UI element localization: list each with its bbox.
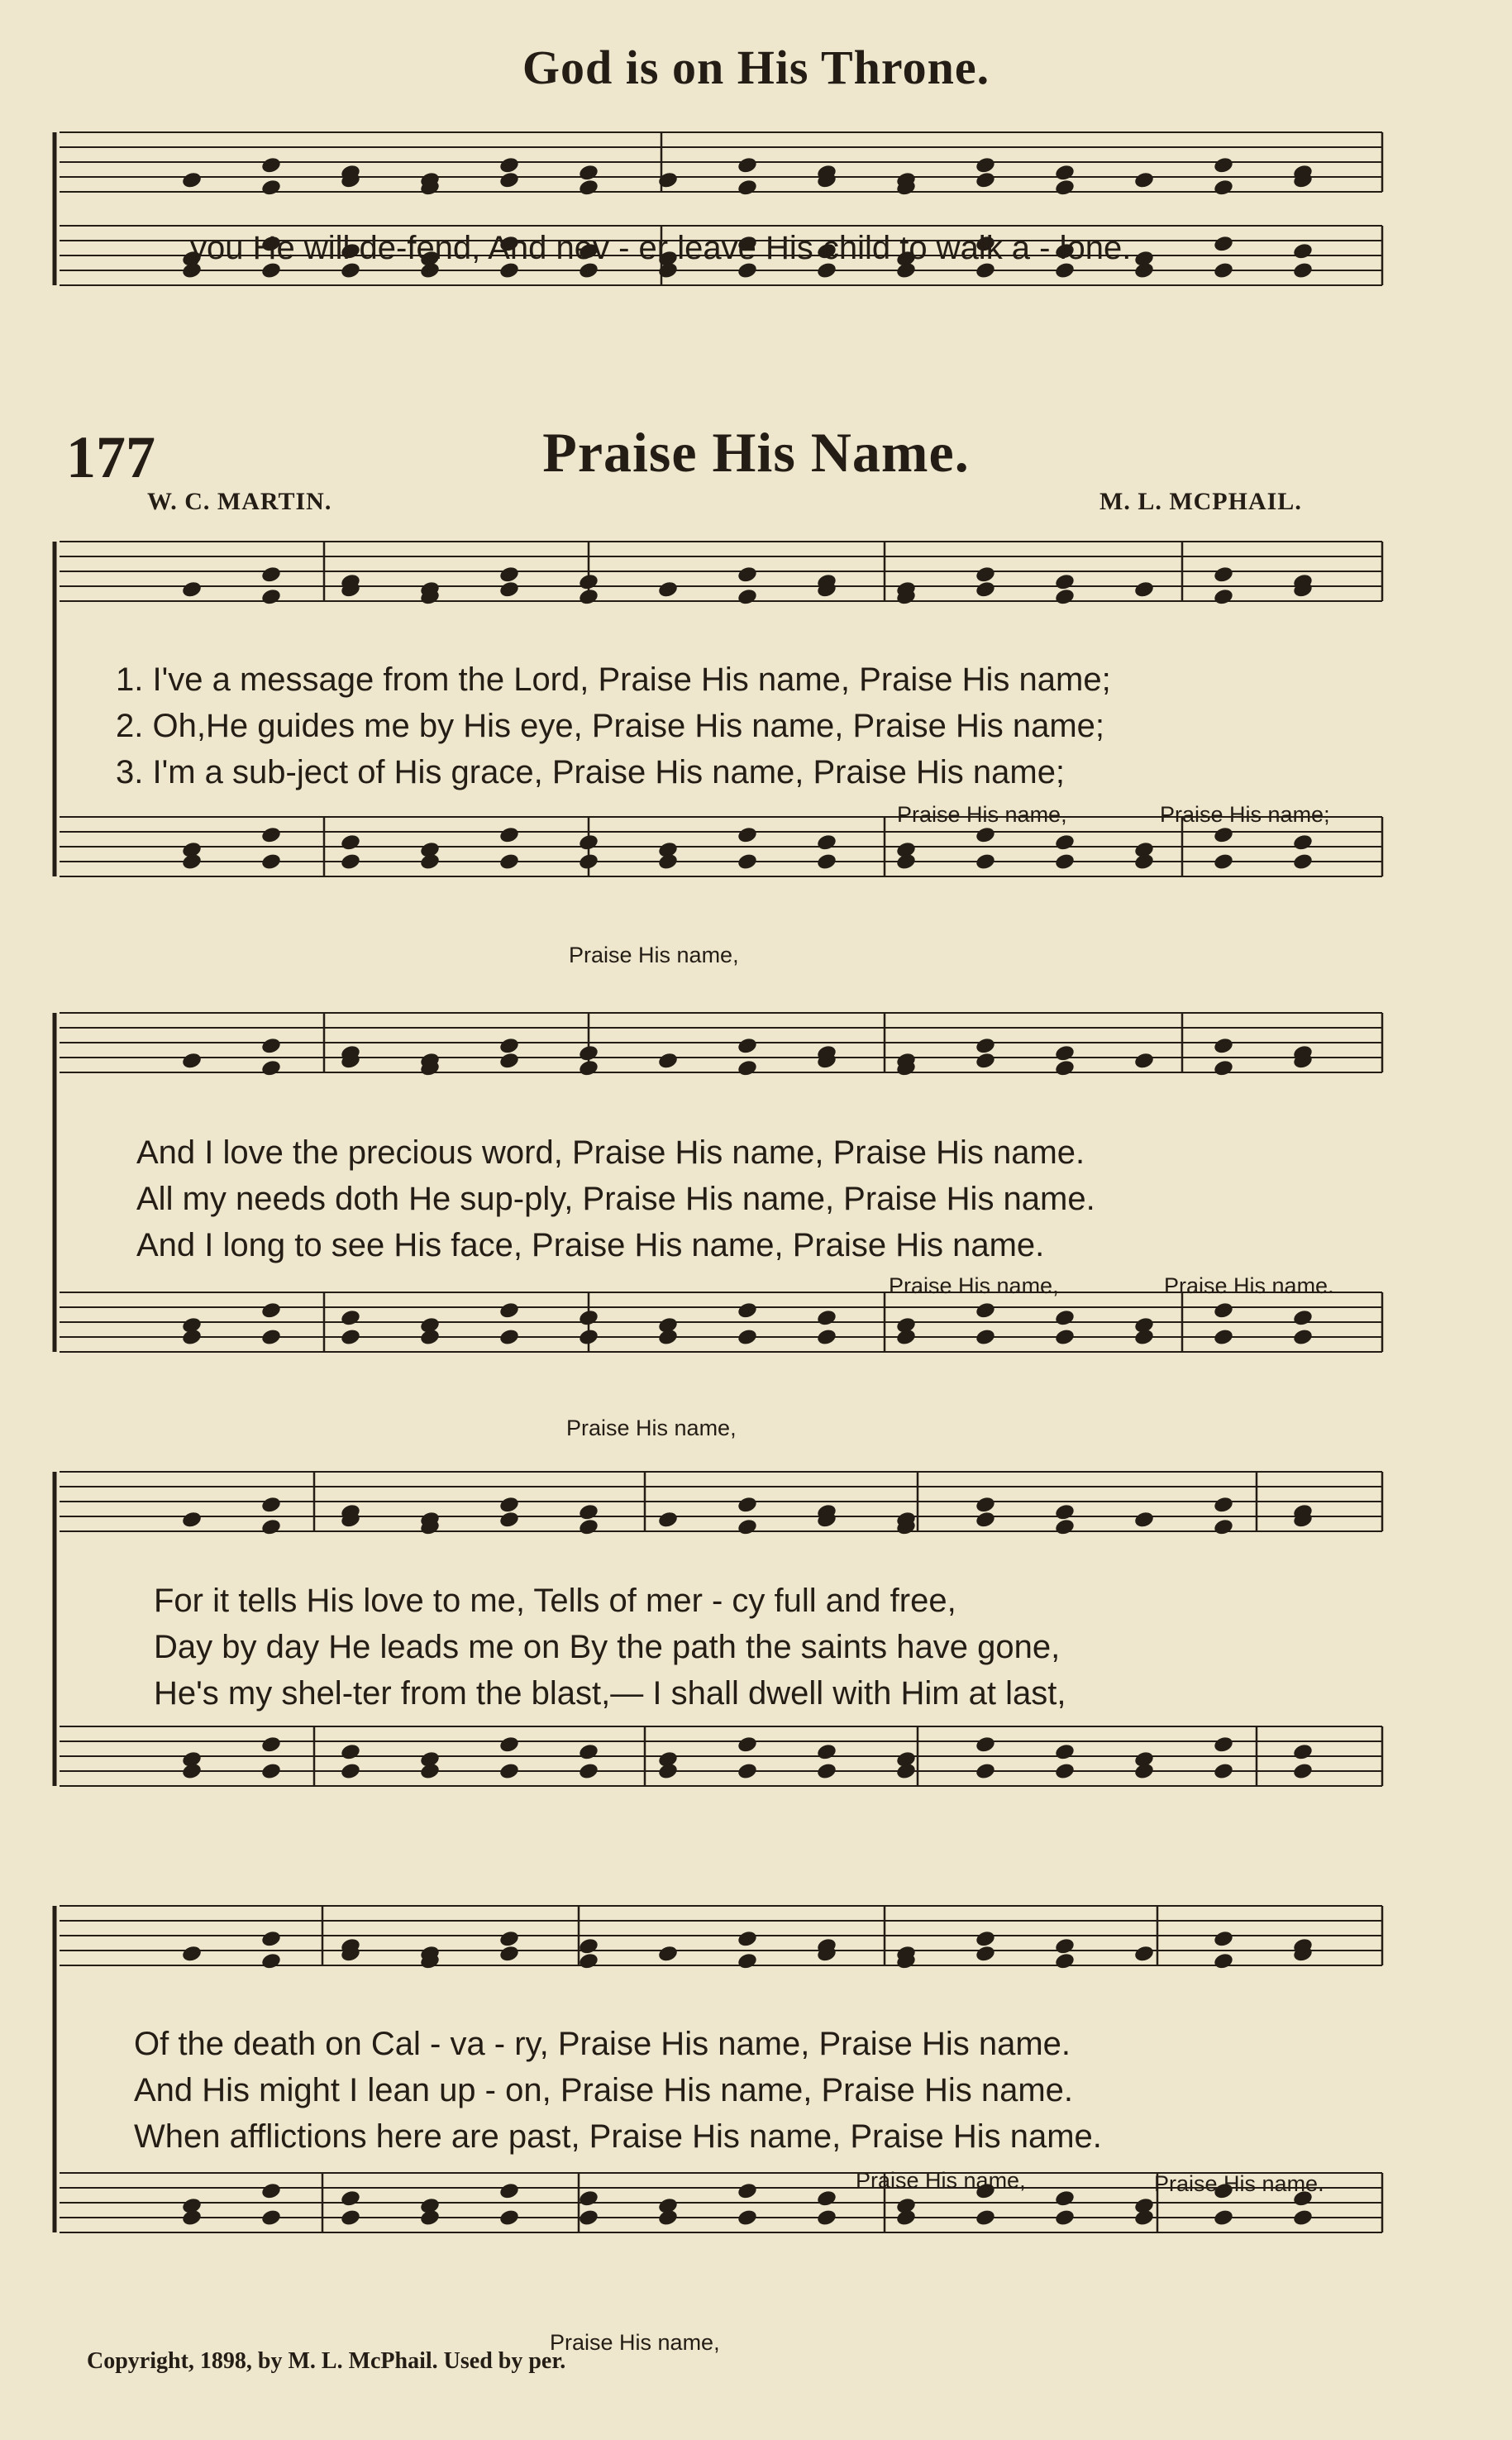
note-head xyxy=(737,1762,758,1781)
note-head xyxy=(1213,2208,1234,2228)
note-head xyxy=(1054,1043,1076,1062)
note-head xyxy=(816,2208,837,2228)
note-head xyxy=(1054,163,1076,182)
note-head xyxy=(975,1762,996,1781)
note-head xyxy=(340,2208,361,2228)
note-head xyxy=(1133,261,1155,280)
author-credit: W. C. MARTIN. xyxy=(147,488,332,515)
note-head xyxy=(975,170,996,189)
note-head xyxy=(578,572,599,591)
note-head xyxy=(895,1762,917,1781)
note-head xyxy=(975,852,996,871)
note-head xyxy=(340,852,361,871)
note-head xyxy=(816,852,837,871)
note-head xyxy=(1133,580,1155,599)
note-head xyxy=(181,1944,203,1963)
note-head xyxy=(1213,1328,1234,1347)
note-head xyxy=(1213,1517,1234,1536)
note-head xyxy=(498,580,520,599)
note-head xyxy=(181,852,203,871)
verse-line: 2. Oh,He guides me by His eye, Praise His name, Praise His name; xyxy=(116,708,1105,744)
note-head xyxy=(1292,1328,1314,1347)
note-head xyxy=(260,587,282,606)
note-head xyxy=(657,852,679,871)
note-head xyxy=(498,1929,520,1948)
note-head xyxy=(1292,1742,1314,1761)
note-head xyxy=(498,170,520,189)
note-head xyxy=(181,1328,203,1347)
note-head xyxy=(975,2208,996,2228)
verse-line: 3. I'm a sub-ject of His grace, Praise His name, Praise His name; xyxy=(116,754,1066,790)
note-head xyxy=(498,1495,520,1514)
note-head xyxy=(1133,1051,1155,1070)
note-head xyxy=(657,580,679,599)
verse-line: For it tells His love to me, Tells of mer - cy full and free, xyxy=(154,1583,956,1619)
note-head xyxy=(816,1762,837,1781)
note-head xyxy=(1054,2208,1076,2228)
note-head xyxy=(1213,825,1234,844)
note-head xyxy=(260,1929,282,1948)
note-head xyxy=(1292,833,1314,852)
note-head xyxy=(657,1762,679,1781)
note-head xyxy=(895,1328,917,1347)
note-head xyxy=(1133,852,1155,871)
note-head xyxy=(1054,852,1076,871)
note-head xyxy=(419,1328,441,1347)
note-head xyxy=(578,833,599,852)
note-head xyxy=(578,1043,599,1062)
note-head xyxy=(737,1517,758,1536)
note-head xyxy=(737,852,758,871)
note-head xyxy=(260,1517,282,1536)
note-head xyxy=(657,1944,679,1963)
verse-line: Of the death on Cal - va - ry, Praise His name, Praise His name. xyxy=(134,2026,1071,2062)
note-head xyxy=(260,1328,282,1347)
note-head xyxy=(1133,1510,1155,1529)
note-head xyxy=(578,2208,599,2228)
note-head xyxy=(737,1735,758,1754)
note-head xyxy=(737,1951,758,1970)
composer-credit: M. L. MCPHAIL. xyxy=(1099,488,1302,515)
note-head xyxy=(1213,1301,1234,1320)
note-head xyxy=(181,170,203,189)
note-head xyxy=(737,565,758,584)
note-head xyxy=(1292,2208,1314,2228)
note-head xyxy=(578,587,599,606)
note-head xyxy=(498,2208,520,2228)
note-head xyxy=(498,1328,520,1347)
note-head xyxy=(181,580,203,599)
note-head xyxy=(340,1742,361,1761)
note-head xyxy=(578,1058,599,1077)
note-head xyxy=(1213,565,1234,584)
note-head xyxy=(1133,2208,1155,2228)
note-head xyxy=(419,852,441,871)
note-head xyxy=(578,2189,599,2208)
note-head xyxy=(340,1308,361,1327)
note-head xyxy=(498,565,520,584)
note-head xyxy=(737,1058,758,1077)
note-head xyxy=(657,1051,679,1070)
note-head xyxy=(578,1517,599,1536)
note-head xyxy=(1292,852,1314,871)
note-head xyxy=(498,1735,520,1754)
bass-echo-label: Praise His name, xyxy=(856,2168,1026,2193)
note-head xyxy=(1054,1328,1076,1347)
bass-echo-label: Praise His name; xyxy=(1160,802,1330,827)
note-head xyxy=(975,155,996,174)
note-head xyxy=(1054,2189,1076,2208)
note-head xyxy=(975,1510,996,1529)
note-head xyxy=(260,2181,282,2200)
note-head xyxy=(260,1036,282,1055)
note-head xyxy=(498,1944,520,1963)
note-head xyxy=(498,1762,520,1781)
note-head xyxy=(1054,1308,1076,1327)
bass-echo-label: Praise His name, xyxy=(569,943,739,967)
note-head xyxy=(578,1308,599,1327)
note-head xyxy=(737,2208,758,2228)
note-head xyxy=(340,1328,361,1347)
note-head xyxy=(498,825,520,844)
note-head xyxy=(737,825,758,844)
verse-line: And I long to see His face, Praise His name, Praise His name. xyxy=(136,1227,1045,1263)
note-head xyxy=(340,1762,361,1781)
note-head xyxy=(419,2208,441,2228)
note-head xyxy=(578,1951,599,1970)
note-head xyxy=(737,1301,758,1320)
note-head xyxy=(260,1762,282,1781)
note-head xyxy=(1213,1058,1234,1077)
note-head xyxy=(1054,833,1076,852)
note-head xyxy=(498,852,520,871)
verse-line: And His might I lean up - on, Praise His name, Praise His name. xyxy=(134,2072,1074,2108)
bass-echo-label: Praise His name, xyxy=(897,802,1067,827)
bass-echo-label: Praise His name, xyxy=(889,1273,1059,1298)
previous-hymn-lyric: you He will de-fend, And nev - er leave His child to walk a - lone. xyxy=(190,230,1132,266)
note-head xyxy=(657,2208,679,2228)
note-head xyxy=(1213,1762,1234,1781)
note-head xyxy=(1133,170,1155,189)
note-head xyxy=(260,1951,282,1970)
bass-echo-label: Praise His name. xyxy=(1154,2171,1324,2196)
note-head xyxy=(657,1510,679,1529)
note-head xyxy=(181,1051,203,1070)
note-head xyxy=(895,2208,917,2228)
note-head xyxy=(498,1051,520,1070)
note-head xyxy=(737,1036,758,1055)
verse-line: When afflictions here are past, Praise His name, Praise His name. xyxy=(134,2118,1102,2155)
note-head xyxy=(1213,1951,1234,1970)
note-head xyxy=(260,1735,282,1754)
note-head xyxy=(181,1762,203,1781)
note-head xyxy=(737,1495,758,1514)
note-head xyxy=(419,1762,441,1781)
note-head xyxy=(1054,1951,1076,1970)
note-head xyxy=(816,1328,837,1347)
note-head xyxy=(1054,1936,1076,1955)
note-head xyxy=(1213,155,1234,174)
note-head xyxy=(737,2181,758,2200)
note-head xyxy=(578,178,599,197)
note-head xyxy=(1213,234,1234,253)
note-head xyxy=(498,155,520,174)
verse-line: All my needs doth He sup-ply, Praise His name, Praise His name. xyxy=(136,1181,1095,1217)
note-head xyxy=(260,852,282,871)
note-head xyxy=(816,2189,837,2208)
note-head xyxy=(975,1036,996,1055)
note-head xyxy=(578,163,599,182)
note-head xyxy=(975,1929,996,1948)
note-head xyxy=(181,1510,203,1529)
note-head xyxy=(1054,178,1076,197)
note-head xyxy=(260,155,282,174)
note-head xyxy=(975,565,996,584)
note-head xyxy=(260,565,282,584)
bass-echo-label: Praise His name, xyxy=(550,2330,720,2355)
note-head xyxy=(1054,1502,1076,1521)
verse-line: He's my shel-ter from the blast,— I shall dwell with Him at last, xyxy=(154,1675,1066,1712)
note-head xyxy=(975,1051,996,1070)
note-head xyxy=(657,1328,679,1347)
note-head xyxy=(578,1502,599,1521)
note-head xyxy=(260,825,282,844)
note-head xyxy=(578,852,599,871)
bass-echo-label: Praise His name. xyxy=(1164,1273,1334,1298)
note-head xyxy=(1213,852,1234,871)
note-head xyxy=(737,178,758,197)
note-head xyxy=(975,1328,996,1347)
note-head xyxy=(260,178,282,197)
note-head xyxy=(1213,1929,1234,1948)
hymn-number: 177 xyxy=(66,424,155,490)
verse-line: And I love the precious word, Praise His name, Praise His name. xyxy=(136,1134,1085,1171)
note-head xyxy=(498,1036,520,1055)
note-head xyxy=(1054,1742,1076,1761)
note-head xyxy=(1292,1308,1314,1327)
note-head xyxy=(895,852,917,871)
note-head xyxy=(1213,178,1234,197)
note-head xyxy=(340,2189,361,2208)
note-head xyxy=(1054,1517,1076,1536)
note-head xyxy=(181,2208,203,2228)
note-head xyxy=(578,1742,599,1761)
note-head xyxy=(260,2208,282,2228)
note-head xyxy=(1054,1058,1076,1077)
note-head xyxy=(1054,572,1076,591)
verse-line: Day by day He leads me on By the path the saints have gone, xyxy=(154,1629,1061,1665)
note-head xyxy=(975,580,996,599)
previous-hymn-title: God is on His Throne. xyxy=(522,41,990,94)
note-head xyxy=(498,1510,520,1529)
verse-line: 1. I've a message from the Lord, Praise His name, Praise His name; xyxy=(116,661,1111,698)
note-head xyxy=(975,825,996,844)
note-head xyxy=(1213,1735,1234,1754)
copyright-notice: Copyright, 1898, by M. L. McPhail. Used by per. xyxy=(87,2348,566,2374)
note-head xyxy=(737,587,758,606)
note-head xyxy=(1292,1762,1314,1781)
note-head xyxy=(1213,587,1234,606)
note-head xyxy=(1213,1036,1234,1055)
note-head xyxy=(578,1936,599,1955)
note-head xyxy=(260,1301,282,1320)
note-head xyxy=(816,1742,837,1761)
note-head xyxy=(340,833,361,852)
note-head xyxy=(816,833,837,852)
note-head xyxy=(975,1495,996,1514)
hymn-title: Praise His Name. xyxy=(542,421,970,484)
note-head xyxy=(816,1308,837,1327)
note-head xyxy=(1213,261,1234,280)
note-head xyxy=(1292,241,1314,260)
note-head xyxy=(1054,1762,1076,1781)
note-head xyxy=(975,1735,996,1754)
note-head xyxy=(975,1301,996,1320)
note-head xyxy=(1054,587,1076,606)
note-head xyxy=(578,1762,599,1781)
note-head xyxy=(498,1301,520,1320)
note-head xyxy=(1213,1495,1234,1514)
note-head xyxy=(1133,1762,1155,1781)
note-head xyxy=(260,1058,282,1077)
note-head xyxy=(578,1328,599,1347)
note-head xyxy=(737,1328,758,1347)
note-head xyxy=(1133,1328,1155,1347)
note-head xyxy=(1133,1944,1155,1963)
bass-echo-label: Praise His name, xyxy=(566,1416,737,1440)
note-head xyxy=(975,1944,996,1963)
note-head xyxy=(737,155,758,174)
note-head xyxy=(498,2181,520,2200)
note-head xyxy=(260,1495,282,1514)
note-head xyxy=(737,1929,758,1948)
note-head xyxy=(1292,261,1314,280)
